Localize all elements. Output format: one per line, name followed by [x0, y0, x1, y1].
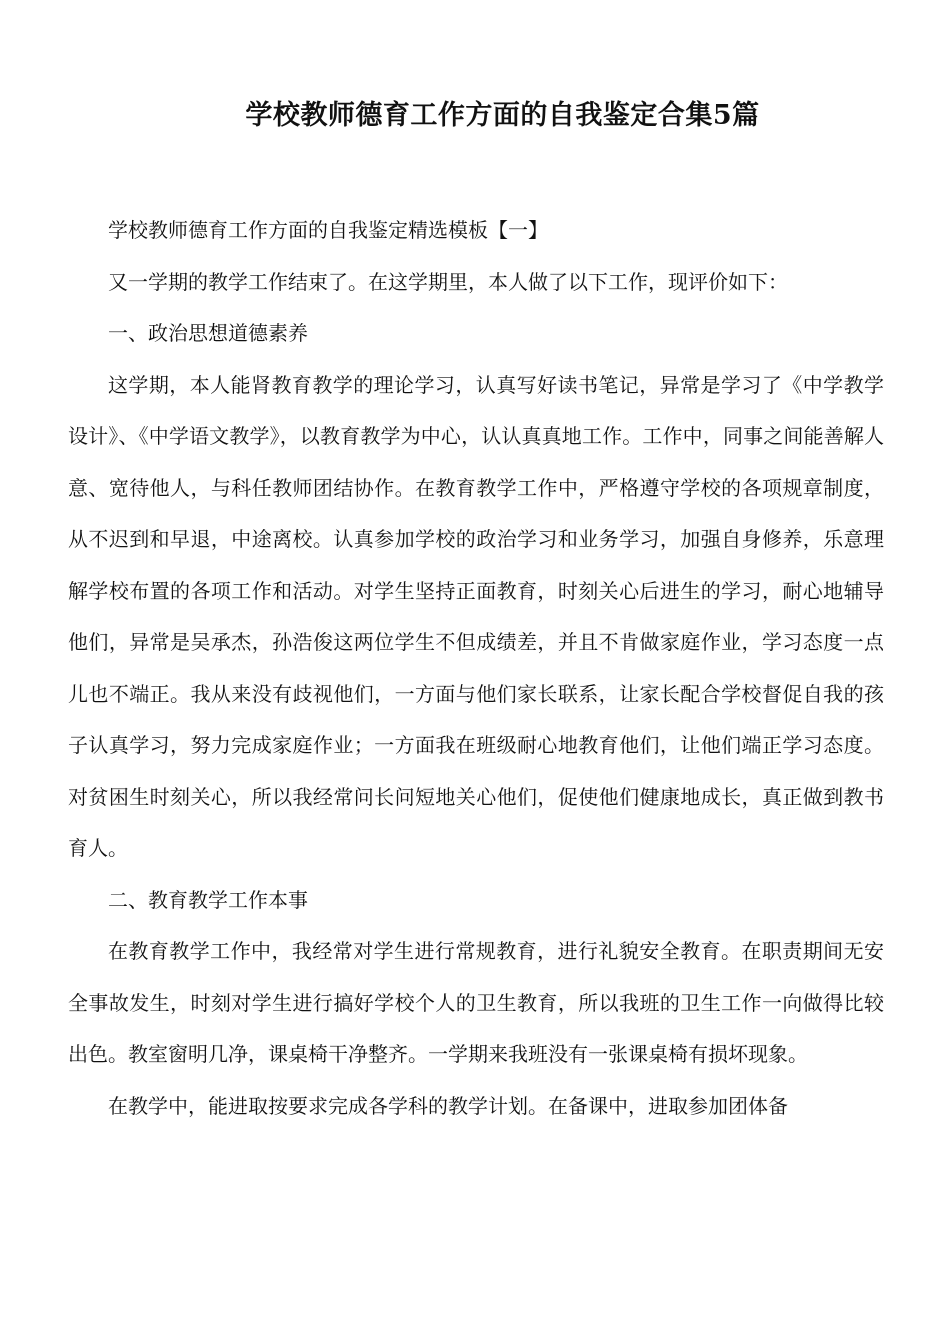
section-heading-politics: 一、政治思想道德素养	[108, 321, 308, 345]
subtitle-paragraph: 学校教师德育工作方面的自我鉴定精选模板【一】	[108, 218, 548, 242]
document-title: 学校教师德育工作方面的自我鉴定合集5篇	[245, 100, 760, 131]
body-paragraph: 在教育教学工作中，我经常对学生进行常规教育，进行礼貌安全教育。在职责期间无安全事故发生，时刻对学生进行搞好学校个人的卫生教育，所以我班的卫生工作一向做得比较出色。教室窗明几净，课桌椅干净整齐。一学期来我班没有一张课桌椅有损坏现象。	[68, 939, 884, 1066]
body-paragraph: 这学期，本人能肾教育教学的理论学习，认真写好读书笔记，异常是学习了《中学教学设计》、《中学语文教学》，以教育教学为中心，认认真真地工作。工作中，同事之间能善解人意、宽待他人，与科任教师团结协作。在教育教学工作中，严格遵守学校的各项规章制度，从不迟到和早退，中途离校。认真参加学校的政治学习和业务学习，加强自身修养，乐意理解学校布置的各项工作和活动。对学生坚持正面教育，时刻关心后进生的学习，耐心地辅导他们，异常是吴承杰，孙浩俊这两位学生不但成绩差，并且不肯做家庭作业，学习态度一点儿也不端正。我从来没有歧视他们，一方面与他们家长联系，让家长配合学校督促自我的孩子认真学习，努力完成家庭作业；一方面我在班级耐心地教育他们，让他们端正学习态度。对贫困生时刻关心，所以我经常问长问短地关心他们，促使他们健康地成长，真正做到教书育人。	[68, 372, 884, 860]
section-heading-teaching: 二、教育教学工作本事	[108, 887, 308, 912]
document-body	[68, 205, 884, 1132]
body-paragraph: 在教学中，能进取按要求完成各学科的教学计划。在备课中，进取参加团体备	[108, 1093, 788, 1118]
intro-paragraph: 又一学期的教学工作结束了。在这学期里，本人做了以下工作，现评价如下：	[108, 269, 788, 294]
